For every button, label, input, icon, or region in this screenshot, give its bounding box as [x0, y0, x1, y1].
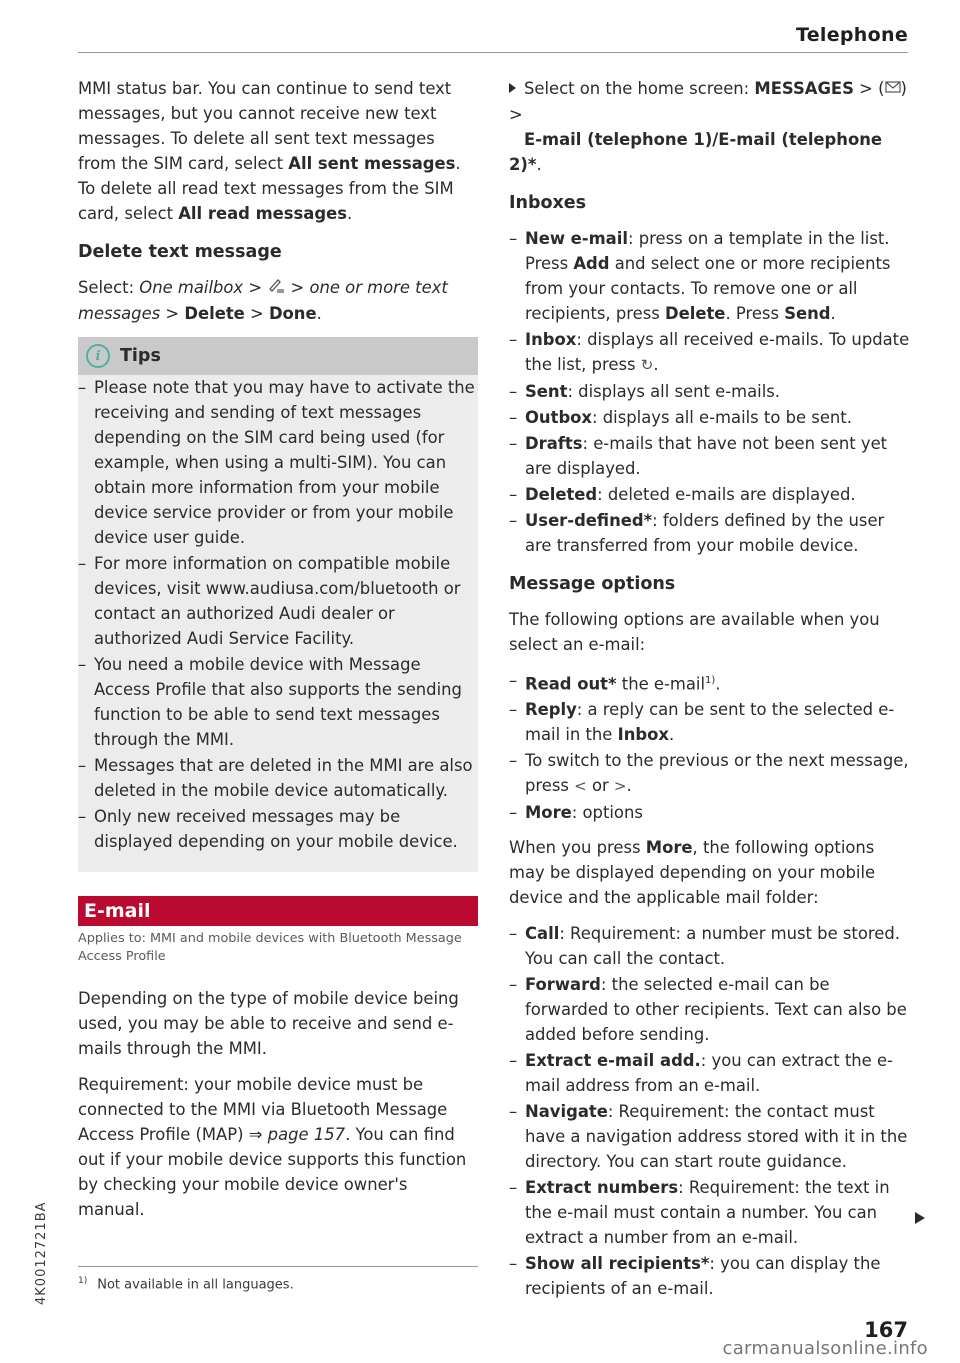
list-item — [509, 1099, 914, 1174]
menu-email-telephone: E-mail (telephone 1)/E-mail (telephone 2)* — [509, 130, 883, 174]
text: : Requirement: the contact must have a navigation address stored with it in the directory. You can start route guidance. — [525, 1102, 908, 1172]
text: . — [715, 674, 721, 694]
list-item — [509, 226, 914, 326]
more-options-list — [509, 921, 914, 1301]
chevron-left-icon: < — [574, 777, 587, 796]
refresh-icon: ↻ — [640, 356, 654, 374]
list-item — [509, 327, 914, 378]
separator: > — [160, 304, 185, 323]
inboxes-list — [509, 226, 914, 558]
info-icon: i — [86, 344, 110, 368]
text: . — [668, 725, 675, 745]
text: : deleted e-mails are displayed. — [597, 485, 856, 504]
text: Requirement: your mobile device must be connected to the MMI via Bluetooth Message Access Profile (MAP) — [78, 1075, 448, 1144]
email-intro-paragraph: Depending on the type of mobile device being used, you may be able to receive and send e-mails through the MMI. — [78, 989, 459, 1058]
menu-messages: MESSAGES — [754, 79, 854, 98]
options-intro: The following options are available when you select an e-mail: — [509, 610, 880, 654]
option-all-sent-messages: All sent messages — [288, 154, 456, 173]
item-label: Extract e-mail add. — [525, 1051, 701, 1071]
document-code: 4K0012721BA — [34, 1201, 49, 1305]
item-label: User-defined* — [525, 511, 653, 530]
item-label: New e-mail — [525, 229, 628, 248]
page-number: 167 — [864, 1318, 908, 1342]
item-label: Extract numbers — [525, 1178, 679, 1198]
inboxes-heading: Inboxes — [509, 193, 587, 213]
option-all-read-messages: All read messages — [178, 204, 347, 223]
item-label: Reply — [525, 700, 577, 720]
text: . — [653, 355, 659, 374]
item-label: Navigate — [525, 1102, 608, 1122]
tips-list — [78, 375, 478, 854]
list-item — [509, 921, 914, 971]
text: . — [316, 304, 322, 323]
item-label: Drafts — [525, 434, 583, 453]
text: : a reply can be sent to the selected e-mail in the — [525, 700, 895, 745]
text: > ( — [853, 79, 885, 98]
text: : e-mails that have not been sent yet are displayed. — [525, 434, 888, 478]
list-item — [509, 1175, 914, 1250]
watermark: carmanualsonline.info — [722, 1338, 928, 1359]
item-label: Inbox — [525, 330, 577, 349]
list-item — [509, 668, 914, 696]
path-done: Done — [268, 304, 317, 323]
footnote-ref: 1) — [705, 675, 716, 686]
list-item — [509, 972, 914, 1047]
header-divider — [78, 52, 908, 53]
text: : you can extract the e-mail address from an e-mail. — [525, 1051, 893, 1096]
list-item: – For more information on compatible mobile devices, visit www.audiusa.com/bluetooth or contact an authorized Audi dealer or authorized Audi Service Facility. — [78, 551, 478, 651]
text: or — [586, 776, 614, 796]
text: the e-mail — [616, 674, 706, 694]
button-add: Add — [573, 254, 610, 273]
text: . — [536, 155, 542, 174]
list-item — [509, 379, 914, 404]
text: . — [626, 776, 632, 796]
path-mailbox: One mailbox — [139, 278, 244, 297]
mail-icon — [885, 77, 901, 102]
text: To switch to the previous or the next message, press — [525, 751, 909, 796]
item-label: Sent — [525, 382, 568, 401]
item-label: More — [525, 803, 572, 823]
email-requirement-paragraph — [78, 1072, 478, 1222]
list-item — [509, 405, 914, 430]
path-delete: Delete — [184, 304, 245, 323]
separator: > — [244, 304, 269, 323]
list-item — [509, 800, 914, 825]
text: . You can find out if your mobile device supports this function by checking your mobile device owner's manual. — [78, 1125, 467, 1219]
list-item: – Only new received messages may be displayed depending on your mobile device. — [78, 804, 478, 854]
continue-arrow-icon — [915, 1212, 925, 1224]
text: , the following options may be displayed depending on your mobile device and the applicable mail folder: — [509, 838, 876, 908]
text: . Press — [725, 304, 785, 323]
page-reference-link[interactable]: ⇒ page 157 — [248, 1125, 346, 1144]
text: . To delete all read text messages from the SIM card, select — [78, 154, 461, 223]
list-item — [509, 1251, 914, 1301]
text: : press on a template in the list. Press — [525, 229, 890, 273]
email-section-banner: E-mail — [78, 896, 478, 926]
text: Select on the home screen: — [524, 79, 755, 98]
footnote-mark: 1) — [78, 1276, 88, 1286]
right-column — [509, 76, 914, 1311]
list-item — [509, 748, 914, 799]
text: : the selected e-mail can be forwarded to other recipients. Text can also be added before sending. — [525, 975, 907, 1045]
text: . — [830, 304, 836, 323]
footnote — [78, 1276, 294, 1292]
list-item: – Please note that you may have to activate the receiving and sending of text messages depending on the SIM card being used (for example, when using a multi-SIM). You can obtain more information from your mobile device service provider or from your mobile device user guide. — [78, 375, 478, 550]
list-item: – You need a mobile device with Message Access Profile that also supports the sending function to be able to send text messages through the MMI. — [78, 652, 478, 752]
list-item — [509, 431, 914, 481]
tips-title: Tips — [120, 345, 161, 366]
more-intro — [509, 835, 914, 910]
text: Select: — [78, 278, 140, 297]
text: . — [346, 204, 353, 223]
left-column — [78, 76, 478, 1233]
step-arrow-icon — [509, 83, 516, 93]
text: : displays all e-mails to be sent. — [592, 408, 852, 427]
item-label: Forward — [525, 975, 601, 995]
text: : you can display the recipients of an e-mail. — [525, 1254, 881, 1299]
item-label: Call — [525, 924, 560, 944]
select-home-screen — [509, 76, 914, 177]
footnote-divider — [78, 1266, 478, 1267]
item-label: Read out* — [525, 674, 617, 694]
button-delete: Delete — [665, 304, 726, 323]
delete-text-message-heading: Delete text message — [78, 242, 282, 262]
text: : Requirement: a number must be stored. You can call the contact. — [525, 924, 900, 969]
footnote-text: Not available in all languages. — [97, 1277, 294, 1293]
message-options-heading: Message options — [509, 574, 676, 594]
item-label: Show all recipients* — [525, 1254, 710, 1274]
button-send: Send — [784, 304, 831, 323]
delete-select-path — [78, 275, 478, 326]
separator: > — [285, 278, 310, 297]
text: : Requirement: the text in the e-mail must contain a number. You can extract a number from an e-mail. — [525, 1178, 890, 1248]
path-messages: one or more text messages — [78, 278, 448, 323]
message-options-list — [509, 668, 914, 825]
text: : displays all received e-mails. To update the list, press — [525, 330, 910, 374]
list-item — [509, 482, 914, 507]
item-label: Outbox — [525, 408, 593, 427]
chevron-right-icon: > — [613, 777, 627, 796]
list-item — [509, 697, 914, 747]
text: : options — [571, 803, 643, 823]
item-label: Deleted — [525, 485, 598, 504]
text: When you press — [509, 838, 646, 858]
text: ) > — [509, 79, 907, 124]
sim-delete-paragraph — [78, 76, 478, 226]
section-title: Telephone — [795, 24, 908, 46]
folder-inbox: Inbox — [617, 725, 669, 745]
list-item: – Messages that are deleted in the MMI are also deleted in the mobile device automatically. — [78, 753, 478, 803]
edit-list-icon — [267, 276, 285, 301]
applies-to-note: Applies to: MMI and mobile devices with Bluetooth Message Access Profile — [78, 931, 462, 964]
option-more: More — [645, 838, 693, 858]
list-item — [509, 1048, 914, 1098]
text: MMI status bar. You can continue to send text messages, but you cannot receive new text messages. To delete all sent text messages from the SIM card, select — [78, 79, 452, 173]
text: : displays all sent e-mails. — [567, 382, 780, 401]
list-item — [509, 508, 914, 558]
separator: > — [243, 278, 268, 297]
text: : folders defined by the user are transferred from your mobile device. — [525, 511, 885, 555]
tips-box — [78, 337, 478, 872]
tips-header — [78, 337, 478, 375]
text: and select one or more recipients from your contacts. To remove one or all recipients, press — [525, 254, 891, 323]
